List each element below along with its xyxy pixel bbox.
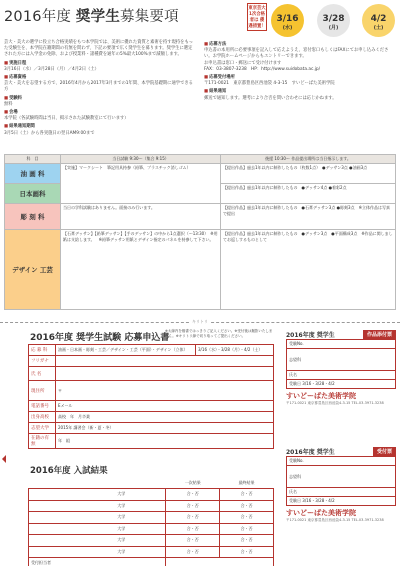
results-header — [29, 477, 274, 489]
form-label: 現住所 — [29, 381, 56, 401]
exam-date: 3月16日（水）／3月28日（月）／4月2日（土） — [4, 66, 99, 72]
results-final[interactable]: 合・否 — [220, 512, 274, 524]
form-label: 出身高校 — [29, 412, 56, 423]
work-cell: 【提出作品】過去1年以内に制作したもの ●デッサン3点 ●平面構成3点 ※作品に関しましてお返しするものとして — [221, 230, 396, 310]
form-row — [29, 381, 274, 401]
title-bold: 奨学生 — [75, 9, 121, 25]
card-row — [287, 340, 396, 349]
work-cell: 【提出作品】過去1年以内に制作したもの（枚数1点） ●デッサン3点 ●油画3点 — [221, 164, 396, 184]
form-label: フリガナ — [29, 356, 56, 367]
date-weekday: (土) — [373, 25, 384, 31]
target-text: 芸大・美大を志望する方で、2016年4月から2017年3月までの1年間、本学院基礎期に通学できる方 — [4, 81, 193, 93]
work-tag-card — [286, 330, 396, 406]
table-row — [29, 558, 274, 566]
card-head — [286, 447, 396, 456]
form-field-school[interactable]: 高校 年 月卒業 — [56, 412, 274, 423]
results-final[interactable]: 合・否 — [220, 523, 274, 535]
results-univ[interactable]: 大学 — [29, 546, 166, 558]
table-row — [29, 500, 274, 512]
form-row — [29, 412, 274, 423]
day-cell: 【石膏デッサン】【鉛筆デッサン】【手のデッサン】の中から1点選択（〜13:30） ※用紙は支給します。 ※鉛筆デッサン用紙とデザイン指定のパネルを持参して下さい。 — [61, 230, 221, 310]
form-title: 2016年度 奨学生試験 応募申込書 — [30, 333, 170, 343]
date-number: 4/2 — [370, 14, 387, 24]
exam-date-heading: ■ 実施日程 — [4, 61, 196, 67]
col-subject: 科 目 — [5, 155, 61, 164]
form-field-enrollment[interactable]: 年 組 — [56, 434, 274, 449]
form-label: 志望大学 — [29, 423, 56, 434]
subject-sculpture: 彫 刻 科 — [5, 204, 61, 230]
result-heading: ■ 結果通知期間 — [4, 124, 196, 130]
date-badge-2 — [317, 4, 350, 37]
school-address: 〒171-0021 東京都豊島区西池袋4-3-15 TEL.03-3971-3238 — [286, 518, 384, 522]
date-number: 3/28 — [322, 14, 345, 24]
note-text: 郵送で通知します。選考により合否を問い合わせには応じかねます。 — [204, 95, 337, 101]
results-univ[interactable]: 大学 — [29, 535, 166, 547]
results-first[interactable]: 合・否 — [166, 489, 220, 501]
form-row — [29, 401, 274, 412]
fee-heading: ■ 受験料 — [4, 96, 196, 102]
header — [0, 0, 400, 32]
date-badge-1 — [271, 4, 304, 37]
day-cell: 当日の学科試験はありません。面接のみ行います。 — [61, 204, 221, 230]
table-row — [29, 546, 274, 558]
cut-arrow-icon — [2, 455, 6, 463]
form-note: ※太線内を楷書ではっきりご記入ください。※受付後は撮影いたしません。※キリトリ線で切り取ってご提出ください。 — [165, 329, 273, 338]
table-row — [5, 204, 396, 230]
results-final[interactable]: 合・否 — [220, 500, 274, 512]
col-work: 後援 10:30〜 作品提出場所は当日指示します。 — [221, 155, 396, 164]
results-table — [28, 477, 274, 566]
card-field[interactable]: 氏名 — [287, 488, 396, 497]
results-first[interactable]: 合・否 — [166, 512, 220, 524]
reception-card — [286, 447, 396, 523]
results-univ[interactable]: 大学 — [29, 500, 166, 512]
card-row — [287, 497, 396, 506]
form-field-phone[interactable]: Eメール — [56, 401, 274, 412]
target-heading: ■ 応募資格 — [4, 75, 196, 81]
school-logo: すいどーばた美術学院 — [286, 509, 356, 517]
table-row — [29, 512, 274, 524]
card-title: 2016年度 奨学生 — [286, 449, 335, 456]
school-logo: すいどーばた美術学院 — [286, 392, 356, 400]
info-left — [4, 40, 196, 137]
address-text: 〒171-0021 東京都豊島区西池袋 4-3-15 すいどーばた美術学院 — [204, 81, 335, 87]
card-row — [287, 457, 396, 466]
results-first[interactable]: 合・否 — [166, 546, 220, 558]
card-field[interactable]: 受験日 3/16・3/28・4/2 — [287, 380, 396, 389]
cut-label: キリトリ — [192, 319, 208, 324]
results-univ[interactable]: 大学 — [29, 489, 166, 501]
form-field-course[interactable]: 油画・日本画・彫刻・工芸／デザイン・工芸（平面）・デザイン（立体） — [56, 345, 196, 356]
results-first[interactable]: 合・否 — [166, 500, 220, 512]
card-tag: 作品添付票 — [363, 330, 396, 339]
date-weekday: (月) — [328, 25, 339, 31]
card-row — [287, 488, 396, 497]
results-final[interactable]: 合・否 — [220, 546, 274, 558]
date-badge-3 — [362, 4, 395, 37]
results-univ[interactable]: 大学 — [29, 512, 166, 524]
exam-table — [4, 154, 396, 310]
date-weekday: (水) — [282, 25, 293, 31]
results-final[interactable]: 合・否 — [220, 535, 274, 547]
card-field[interactable]: 受験日 3/16・3/28・4/2 — [287, 497, 396, 506]
card-title: 2016年度 奨学生 — [286, 332, 335, 339]
table-row — [29, 489, 274, 501]
receptionist[interactable]: 受付担当者 — [29, 558, 166, 566]
card-row — [287, 380, 396, 389]
place-heading: ■ 会場 — [4, 110, 196, 116]
form-field-furigana[interactable] — [56, 356, 274, 367]
title-year: 2016年度 — [4, 9, 72, 25]
col-day: 当日試験 9:30〜（集合 9:15） — [61, 155, 221, 164]
receptionist-field[interactable] — [166, 558, 274, 566]
form-row — [29, 423, 274, 434]
table-row — [5, 230, 396, 310]
form-field-university[interactable]: 2015年 講習会（新・夏・冬） — [56, 423, 274, 434]
info-right — [204, 40, 396, 102]
card-field[interactable]: 受験No. — [287, 340, 396, 349]
apply-heading: ■ 応募方法 — [204, 42, 396, 48]
results-title: 2016年度 入試結果 — [30, 466, 108, 476]
card-table — [286, 456, 396, 506]
col-final-result: 最終結果 — [238, 479, 255, 485]
tel-text: お申込書は窓口・郵送にて受け付けます — [204, 60, 282, 66]
form-field-dates[interactable]: 3/16（水）・3/28（月）・4/2（土） — [196, 345, 274, 356]
card-row — [287, 371, 396, 380]
subject-oil: 油 画 科 — [5, 164, 61, 184]
application-form — [28, 344, 274, 449]
title-rest: 募集要項 — [120, 9, 179, 25]
subject-design: デザイン 工芸 — [5, 230, 61, 310]
place-text: 本学院（各試験時間は当日、掲示された試験教室にて行います） — [4, 116, 129, 122]
results-univ[interactable]: 大学 — [29, 523, 166, 535]
card-row — [287, 349, 396, 371]
campaign-badge: 東京芸大 1次合格者は 優遇措置！ — [247, 3, 267, 31]
form-field-address[interactable]: 〒 — [56, 381, 274, 401]
form-label: 応 募 科 — [29, 345, 56, 356]
card-tag: 受付票 — [373, 447, 396, 456]
results-first[interactable]: 合・否 — [166, 523, 220, 535]
school-address: 〒171-0021 東京都豊島区西池袋4-3-15 TEL.03-3971-3238 — [286, 401, 384, 405]
table-row — [29, 535, 274, 547]
card-field[interactable]: 志望科 — [287, 466, 396, 488]
results-spacer — [29, 477, 166, 489]
work-cell: 【提出作品】過去1年以内に制作したもの ●石膏デッサン3点 ●彫刻3点 ※立体作品は写真で提出 — [221, 204, 396, 230]
card-row — [287, 466, 396, 488]
day-cell: 【実施】マークシート 筆記用具持参（鉛筆、プラスチック消しゴム） — [61, 164, 221, 204]
result-text: 3月5日（土）から各実施日の翌日AM9:00まで — [4, 130, 95, 136]
card-head — [286, 330, 396, 339]
form-label: 電話番号 — [29, 401, 56, 412]
form-row — [29, 367, 274, 381]
form-label: 氏 名 — [29, 367, 56, 381]
card-field[interactable]: 氏名 — [287, 371, 396, 380]
apply-text: 申込書の本用所に必要事項を記入して応えようえ、窓付窓口もしくはFAXにてお申し込みください。お学院ホームページからもエントリーできます。 — [204, 48, 389, 60]
form-field-name[interactable] — [56, 367, 274, 381]
note-heading: ■ 結果通知 — [204, 89, 396, 95]
col-first-result: 一次結果 — [184, 479, 201, 485]
card-field[interactable]: 受験No. — [287, 457, 396, 466]
card-table — [286, 339, 396, 389]
subject-nihonga: 日本画科 — [5, 184, 61, 204]
card-field[interactable]: 志望科 — [287, 349, 396, 371]
address-heading: ■ 応募受付場所 — [204, 75, 396, 81]
date-number: 3/16 — [276, 14, 299, 24]
table-row — [29, 523, 274, 535]
fax-text: FAX：03-3807-3238 HP：http://www.suidobata.ac.jp/ — [204, 66, 321, 72]
results-first[interactable]: 合・否 — [166, 535, 220, 547]
form-row — [29, 356, 274, 367]
table-row — [5, 164, 396, 184]
form-label: 在籍の有無 — [29, 434, 56, 449]
exam-table-header — [5, 155, 396, 164]
page-title — [4, 5, 179, 26]
intro-text: 芸大・美大の選学に役立ち合格実績をもつ本学院では、美術に優れた資質と素術を持す現持をもった受験生を、本学院在籍期間の有無を問わず、下記の要項で広く奨学生を募ります。奨学生に選定された方には入学金の免除、および授業料・諸種費を通年の5%最大100%まで減額します。 — [4, 40, 194, 58]
form-row — [29, 434, 274, 449]
results-final[interactable]: 合・否 — [220, 489, 274, 501]
fee-text: 無料 — [4, 101, 13, 107]
form-row — [29, 345, 274, 356]
work-cell: 【提出作品】過去1年以内に制作したもの ●デッサン4点 ●着彩2点 — [221, 184, 396, 204]
